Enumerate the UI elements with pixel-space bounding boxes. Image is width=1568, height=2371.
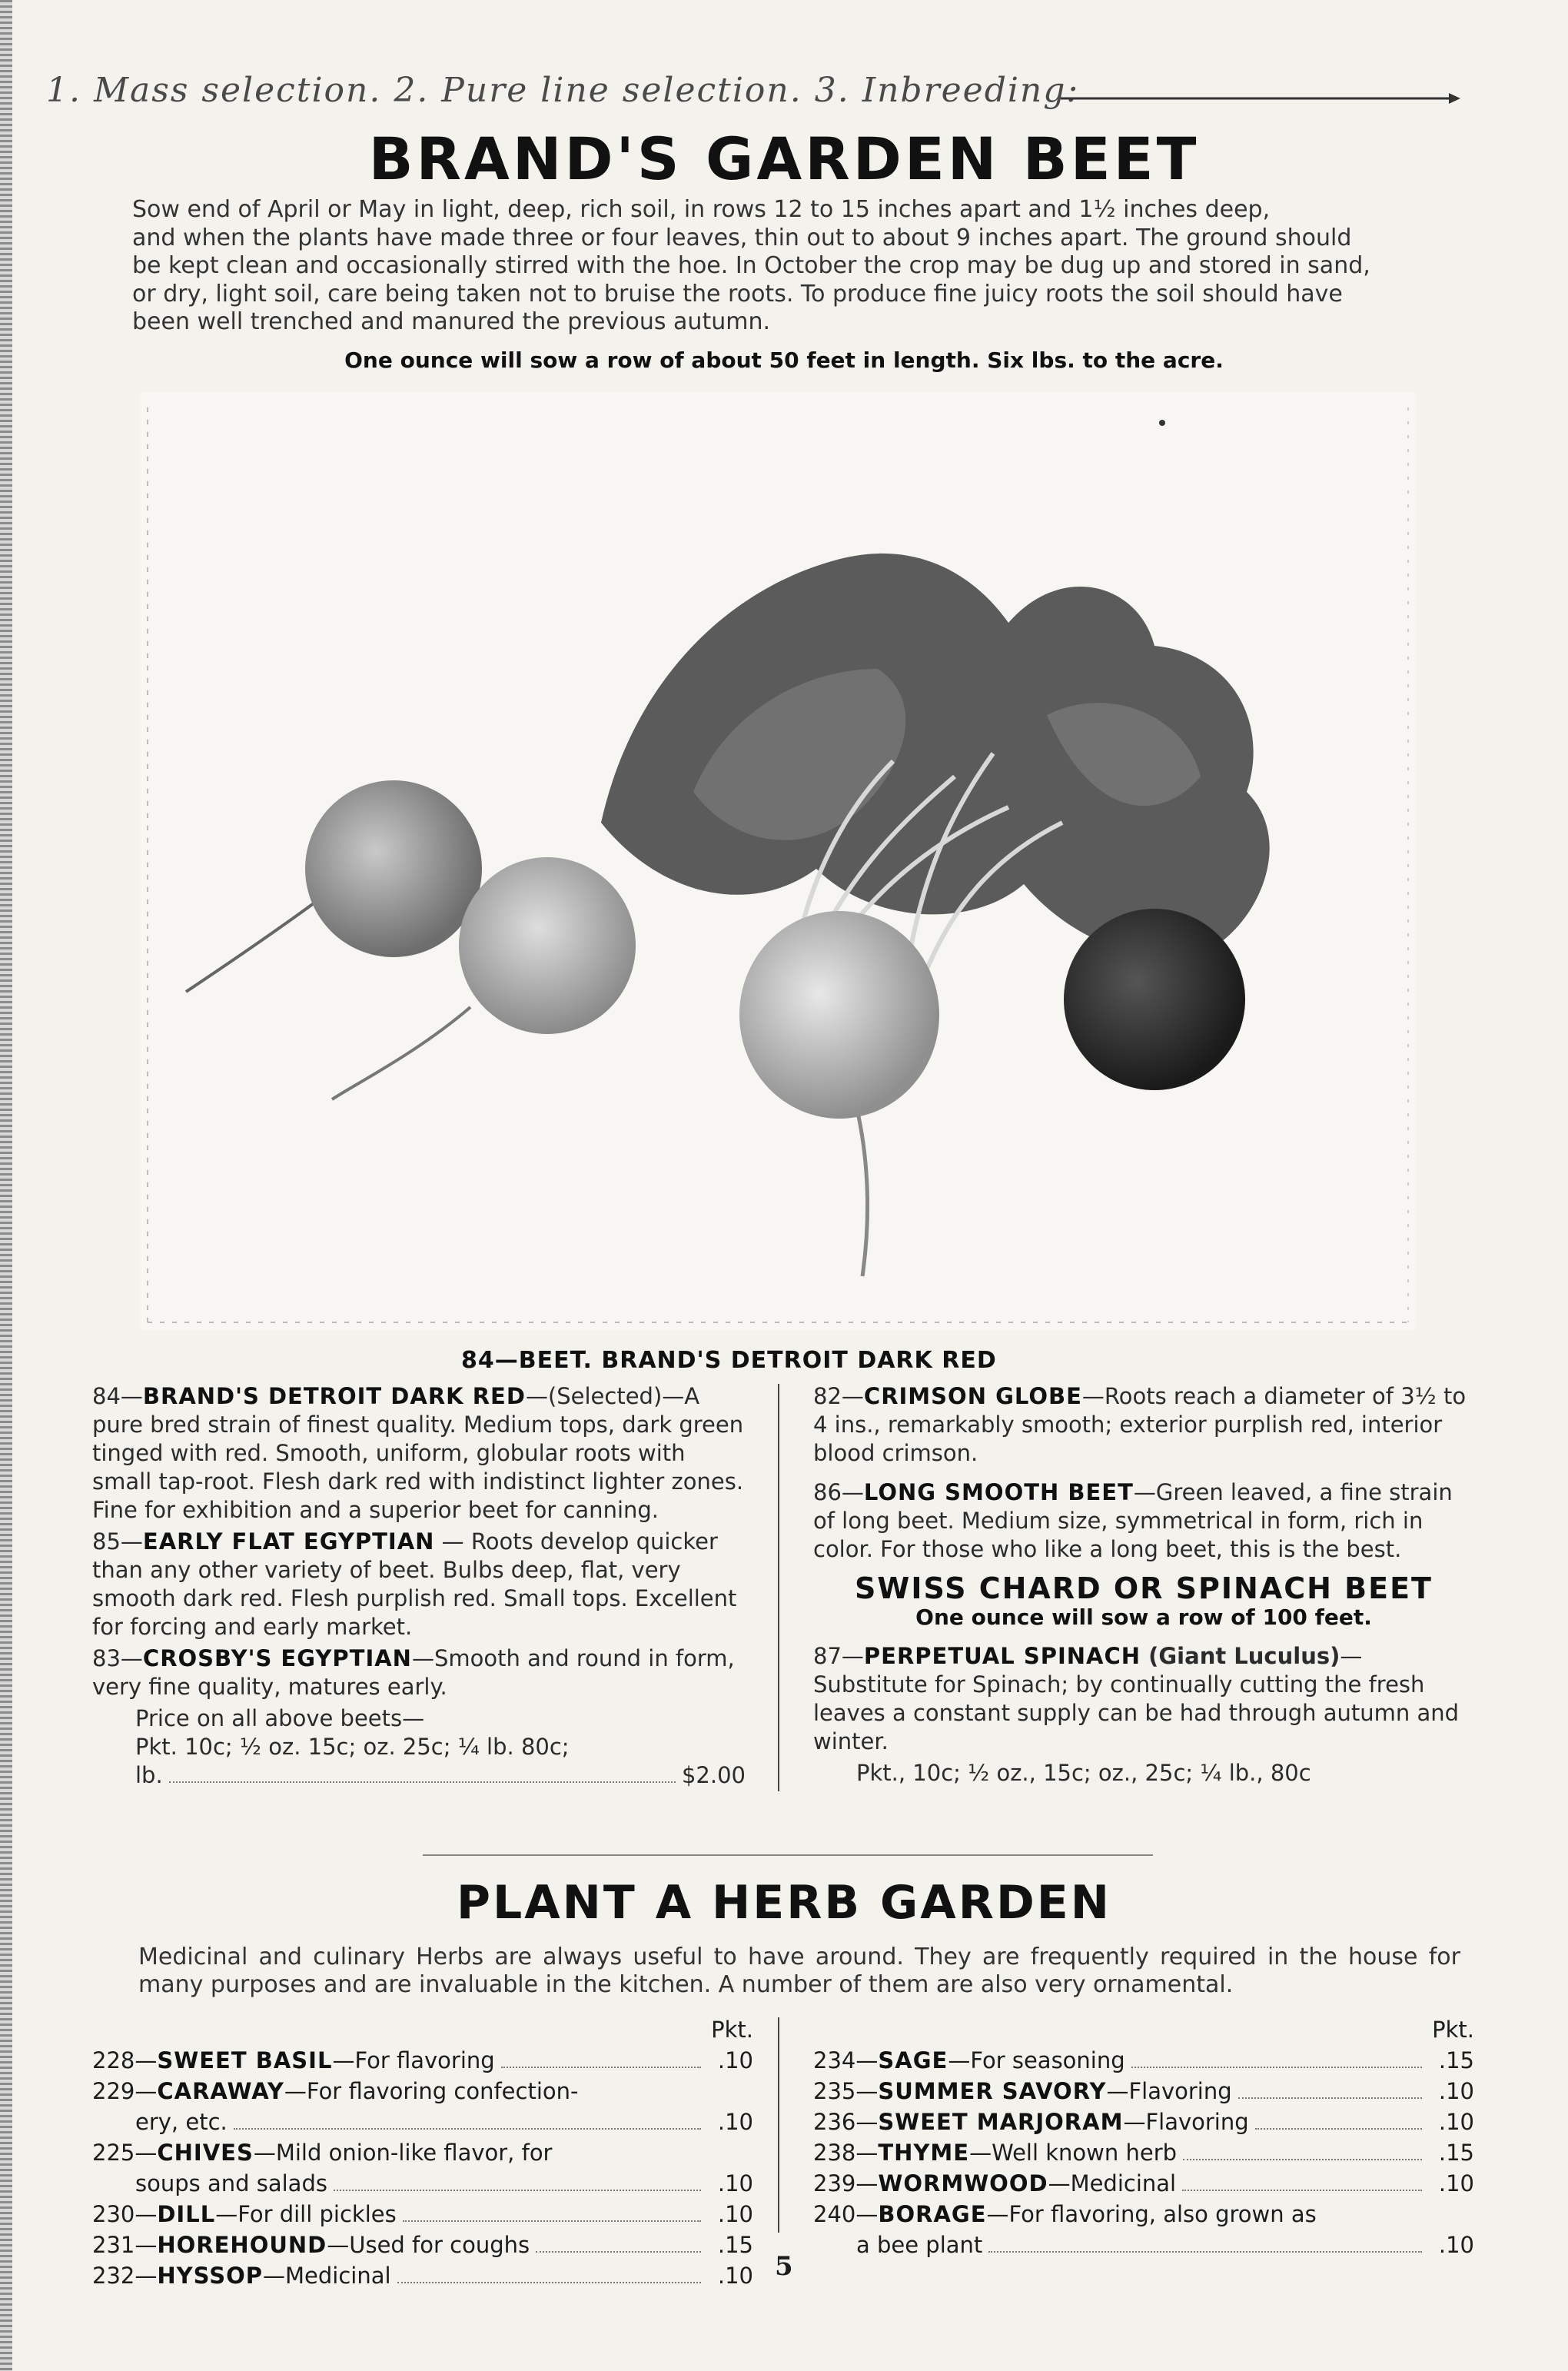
herb-item: 239—WORMWOOD—Medicinal .10: [813, 2170, 1474, 2196]
herb-item: 232—HYSSOP—Medicinal .10: [92, 2263, 753, 2289]
paragraph-line: be kept clean and occasionally stirred with the hoe. In October the crop may be dug up and stored in sand,: [132, 252, 1370, 279]
beet-sowing-note: One ounce will sow a row of about 50 feet in length. Six lbs. to the acre.: [344, 348, 1224, 373]
herb-item-cont: ery, etc. .10: [135, 2109, 753, 2135]
beet-price-list: [92, 1704, 746, 1790]
beet-root: [1064, 909, 1245, 1090]
variety-entry: 86—LONG SMOOTH BEET—Green leaved, a fine strain of long beet. Medium size, symmetrical in form, rich in color. For those who like a long beet, this is the best.: [813, 1479, 1453, 1562]
paragraph-line: or dry, light soil, care being taken not to bruise the roots. To produce fine juicy roots the soil should have: [132, 280, 1343, 308]
herb-item: 225—CHIVES—Mild onion-like flavor, for: [92, 2140, 553, 2166]
herb-item-cont: a bee plant .10: [856, 2232, 1474, 2258]
chard-prices: Pkt., 10c; ½ oz., 15c; oz., 25c; ¼ lb., 80c: [856, 1760, 1311, 1786]
herb-item-cont: soups and salads .10: [135, 2170, 753, 2196]
beet-root: [305, 780, 482, 957]
photo-caption: 84—BEET. BRAND'S DETROIT DARK RED: [461, 1347, 997, 1374]
variety-entry: 82—CRIMSON GLOBE—Roots reach a diameter of 3½ to 4 ins., remarkably smooth; exterior purplish red, interior blood crimson.: [813, 1383, 1467, 1466]
swiss-chard-note: One ounce will sow a row of 100 feet.: [915, 1604, 1372, 1630]
variety-entry: 87—PERPETUAL SPINACH (Giant Luculus)—Substitute for Spinach; by continually cutting the fresh leaves a constant supply can be had through autumn and winter.: [813, 1643, 1460, 1754]
herb-item: 228—SWEET BASIL—For flavoring .10: [92, 2047, 753, 2073]
beet-varieties-left-column: [92, 1382, 746, 1790]
variety-entry: 84—BRAND'S DETROIT DARK RED—(Selected)—A pure bred strain of finest quality. Medium tops, dark green tinged with red. Smooth, uniform, globular roots with small tap-root. Flesh dark red with indistinct lighter zones. Fine for exhibition and a superior beet for canning.: [92, 1383, 744, 1523]
herb-garden-title: PLANT A HERB GARDEN: [457, 1876, 1111, 1930]
paragraph-line: been well trenched and manured the previous autumn.: [132, 308, 770, 335]
beet-root: [739, 911, 939, 1119]
variety-entry: 83—CROSBY'S EGYPTIAN—Smooth and round in form, very fine quality, matures early.: [92, 1645, 735, 1700]
beet-varieties-right-column: [813, 1382, 1474, 1787]
price-intro: Price on all above beets—: [135, 1705, 425, 1731]
swiss-chard-heading: SWISS CHARD OR SPINACH BEET: [855, 1571, 1433, 1605]
herb-item: 238—THYME—Well known herb .15: [813, 2140, 1474, 2166]
herb-item: 234—SAGE—For seasoning .15: [813, 2047, 1474, 2073]
column-divider: [778, 2017, 779, 2233]
paragraph-line: and when the plants have made three or four leaves, thin out to about 9 inches apart. The ground should: [132, 224, 1352, 251]
paragraph-line: Sow end of April or May in light, deep, rich soil, in rows 12 to 15 inches apart and 1½ inches deep,: [132, 196, 1271, 223]
section-divider: [423, 1854, 1153, 1856]
herb-list-right: [813, 2014, 1474, 2260]
selection-methods-line: 1. Mass selection. 2. Pure line selection. 3. Inbreeding:: [46, 71, 1080, 110]
variety-entry: 85—EARLY FLAT EGYPTIAN — Roots develop quicker than any other variety of beet. Bulbs deep, flat, very smooth dark red. Flesh purplish red. Small tops. Excellent for forcing and early market.: [92, 1528, 737, 1640]
price-per-lb: lb. $2.00: [135, 1762, 746, 1788]
beet-photograph: [140, 392, 1416, 1330]
herb-intro: Medicinal and culinary Herbs are always useful to have around. They are frequently required in the house for many purposes and are invaluable in the kitchen. A number of them are also very ornamental.: [138, 1944, 1460, 1998]
herb-item: 236—SWEET MARJORAM—Flavoring .10: [813, 2109, 1474, 2135]
herb-item: 235—SUMMER SAVORY—Flavoring .10: [813, 2078, 1474, 2104]
beet-root: [459, 857, 636, 1034]
beet-title: BRAND'S GARDEN BEET: [368, 125, 1200, 193]
right-arrow-icon: [1061, 91, 1460, 106]
page-number: 5: [775, 2251, 793, 2282]
herb-item: 240—BORAGE—For flavoring, also grown as: [813, 2201, 1317, 2227]
price-line: Pkt. 10c; ½ oz. 15c; oz. 25c; ¼ lb. 80c;: [135, 1734, 570, 1760]
pkt-column-label: Pkt.: [1432, 2017, 1474, 2043]
herb-item: 231—HOREHOUND—Used for coughs .15: [92, 2232, 753, 2258]
herb-item: 230—DILL—For dill pickles .10: [92, 2201, 753, 2227]
herb-item: 229—CARAWAY—For flavoring confection-: [92, 2078, 579, 2104]
herb-list-left: [92, 2014, 753, 2291]
pkt-column-label: Pkt.: [711, 2017, 753, 2043]
column-divider: [778, 1384, 779, 1791]
beet-sowing-paragraph: [132, 196, 1470, 337]
